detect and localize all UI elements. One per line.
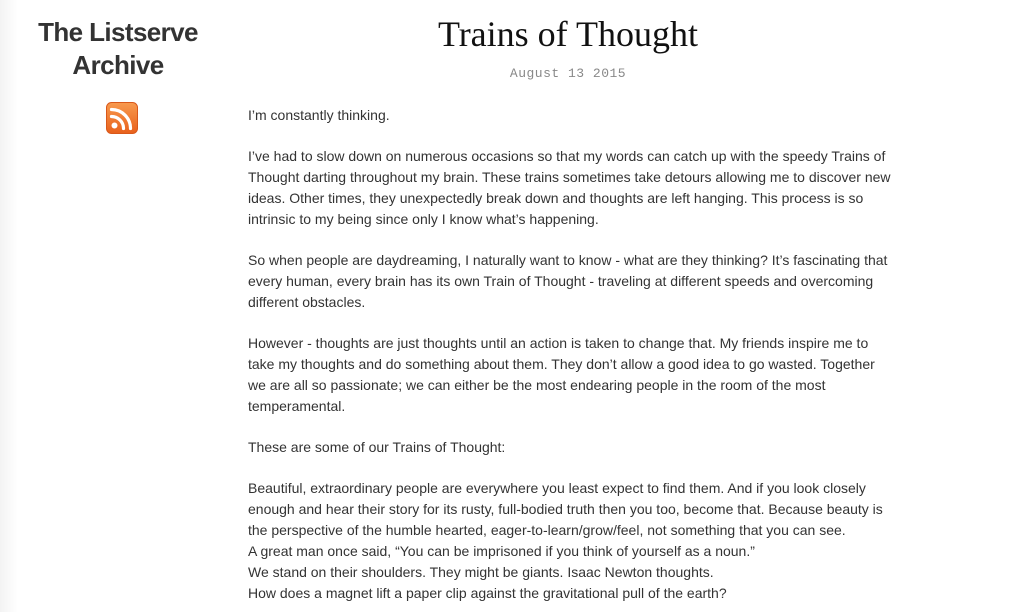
post-paragraph-final (248, 478, 893, 604)
rss-feed-icon[interactable] (106, 102, 138, 134)
left-edge-shadow (0, 0, 18, 612)
site-title-line1: The Listserve (38, 17, 198, 47)
post-paragraph: I’m constantly thinking. (248, 107, 390, 123)
post-paragraph: I’ve had to slow down on numerous occasions so that my words can catch up with the speedy Trains of Thought darting throughout my brain. These trains sometimes take detours allowing me to discover new ideas. Other times, they unexpectedly break down and thoughts are left hanging. This process is so intrinsic to my being since only I know what’s happening. (248, 148, 891, 227)
post-paragraph: So when people are daydreaming, I naturally want to know - what are they thinking? It’s fascinating that every human, every brain has its own Train of Thought - traveling at different speeds and overcoming different obstacles. (248, 252, 888, 310)
post-paragraph: These are some of our Trains of Thought: (248, 439, 506, 455)
post-line: Beautiful, extraordinary people are everywhere you least expect to find them. And if you look closely enough and hear their story for its rusty, full-bodied truth then you too, become that. Because beauty is the perspective of the humble hearted, eager-to-learn/grow/feel, not something that you can see. (248, 480, 883, 538)
site-title-link[interactable] (18, 16, 218, 82)
post-line: We stand on their shoulders. They might be giants. Isaac Newton thoughts. (248, 564, 714, 580)
post-body (248, 105, 893, 612)
post-title: Trains of Thought (437, 14, 699, 54)
site-title-line2: Archive (72, 50, 164, 80)
rss-icon-graphic (106, 102, 138, 134)
post-line: How does a magnet lift a paper clip against the gravitational pull of the earth? (248, 585, 727, 601)
post-date: August 13 2015 (509, 66, 627, 81)
post-paragraph: However - thoughts are just thoughts until an action is taken to change that. My friends inspire me to take my thoughts and do something about them. They don’t allow a good idea to go wasted. Together we are all so passionate; we can either be the most endearing people in the room of the most temperamental. (248, 335, 875, 414)
post-line: A great man once said, “You can be imprisoned if you think of yourself as a noun.” (248, 543, 755, 559)
